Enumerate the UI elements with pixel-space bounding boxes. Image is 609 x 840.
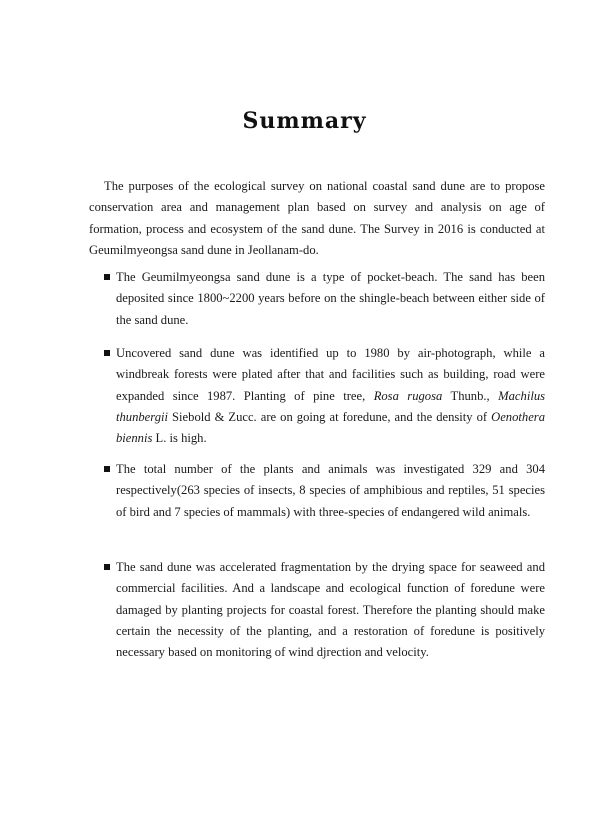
species-name: Rosa rugosa: [373, 388, 443, 403]
bullet-text: The total number of the plants and animals was investigated 329 and 304 respectively(263 species of insects, 8 species of amphibious and reptiles, 51 species of bird and 7 species of mammals) with three-species of endangered wild animals.: [116, 462, 545, 519]
square-bullet-icon: [104, 350, 110, 356]
intro-paragraph: The purposes of the ecological survey on national coastal sand dune are to propose conservation area and management plan based on survey and analysis on age of formation, process and ecosystem of the sand dune. The Survey in 2016 is conducted at Geumilmyeongsa sand dune in Jeollanam-do.: [89, 179, 545, 257]
bullet-text: The Geumilmyeongsa sand dune is a type of pocket-beach. The sand has been deposited since 1800~2200 years before on the shingle-beach between either side of the sand dune.: [116, 270, 545, 327]
bullet-item-3: [100, 459, 545, 523]
text-segment: Siebold & Zucc. are on going at foredune, and the density of: [168, 409, 492, 424]
square-bullet-icon: [104, 274, 110, 280]
text-segment: L. is high.: [152, 431, 207, 446]
bullet-item-2: [100, 343, 545, 449]
text-segment: Thunb.,: [442, 388, 499, 403]
page-title: Summary: [242, 108, 367, 134]
bullet-item-4: [100, 557, 545, 663]
species-name: Oenothera biennis: [116, 409, 545, 446]
bullet-text: [116, 343, 545, 449]
bullet-item-1: [100, 267, 545, 331]
bullet-text: The sand dune was accelerated fragmentation by the drying space for seaweed and commercial facilities. And a landscape and ecological function of foredune were damaged by planting projects for coastal forest. Therefore the planting should make certain the necessity of the planting, and a restoration of foredune is positively necessary based on monitoring of wind djrection and velocity.: [116, 560, 545, 660]
text-segment: Uncovered sand dune was identified up to 1980 by air-photograph, while a windbreak forests were plated after that and facilities such as building, road were expanded since 1987. Planting of pine tree,: [116, 346, 545, 403]
square-bullet-icon: [104, 564, 110, 570]
square-bullet-icon: [104, 466, 110, 472]
species-name: Machilus thunbergii: [116, 388, 546, 424]
